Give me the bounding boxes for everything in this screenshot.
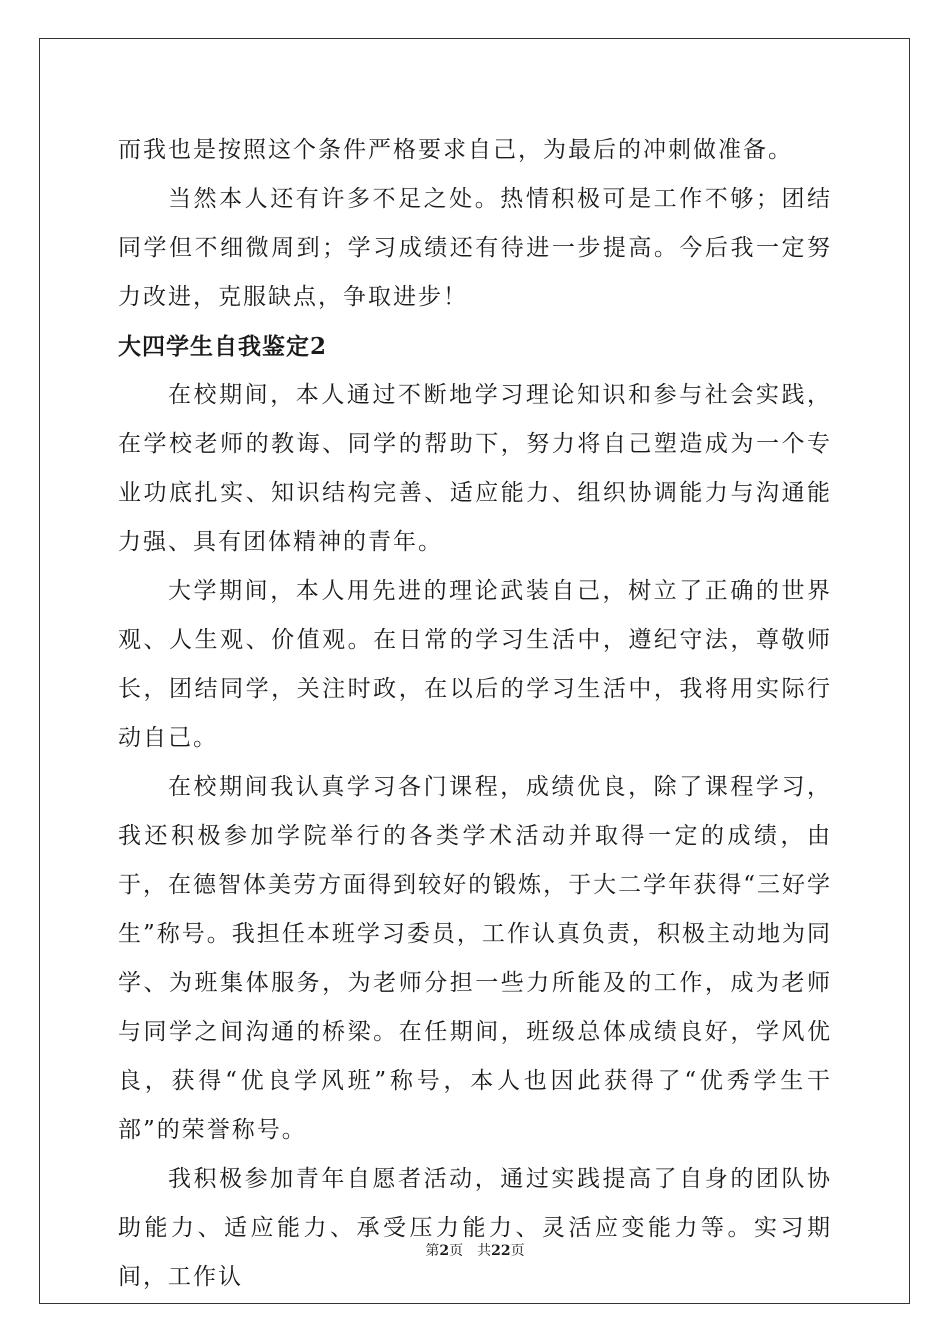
page-current-number: 2 <box>439 1243 450 1259</box>
paragraph-courses: 在校期间我认真学习各门课程，成绩优良，除了课程学习，我还积极参加学院举行的各类学术活动并取得一定的成绩，由于，在德智体美劳方面得到较好的锻炼，于大二学年获得“三好学生”称号。我担任本班学习委员，工作认真负责，积极主动地为同学、为班集体服务，为老师分担一些力所能及的工作，成为老师与同学之间沟通的桥梁。在任期间，班级总体成绩良好，学风优良，获得“优良学风班”称号，本人也因此获得了“优秀学生干部”的荣誉称号。 <box>118 774 832 1143</box>
paragraph-university-period: 大学期间，本人用先进的理论武装自己，树立了正确的世界观、人生观、价值观。在日常的学习生活中，遵纪守法，尊敬师长，团结同学，关注时政，在以后的学习生活中，我将用实际行动自己。 <box>118 578 832 751</box>
paragraph-volunteer: 我积极参加青年自愿者活动，通过实践提高了自身的团队协助能力、适应能力、承受压力能力、灵活应变能力等。实习期间，工作认 <box>118 1166 832 1290</box>
section-heading: 大四学生自我鉴定2 <box>118 333 328 360</box>
page-prefix: 第 <box>425 1243 440 1259</box>
paragraph-continuation: 而我也是按照这个条件严格要求自己，为最后的冲刺做准备。 <box>118 137 793 163</box>
document-body <box>118 126 832 1302</box>
paragraph-shortcomings: 当然本人还有许多不足之处。热情积极可是工作不够；团结同学但不细微周到；学习成绩还有待进一步提高。今后我一定努力改进，克服缺点，争取进步！ <box>118 186 832 310</box>
paragraph-school-period: 在校期间，本人通过不断地学习理论知识和参与社会实践，在学校老师的教诲、同学的帮助下，努力将自己塑造成为一个专业功底扎实、知识结构完善、适应能力、组织协调能力与沟通能力强、具有团体精神的青年。 <box>118 382 832 555</box>
page-unit: 页 <box>449 1243 464 1259</box>
page-total-number: 22 <box>491 1243 511 1259</box>
total-unit: 页 <box>510 1243 525 1259</box>
page-footer <box>0 1241 950 1261</box>
total-prefix: 共 <box>477 1243 492 1259</box>
